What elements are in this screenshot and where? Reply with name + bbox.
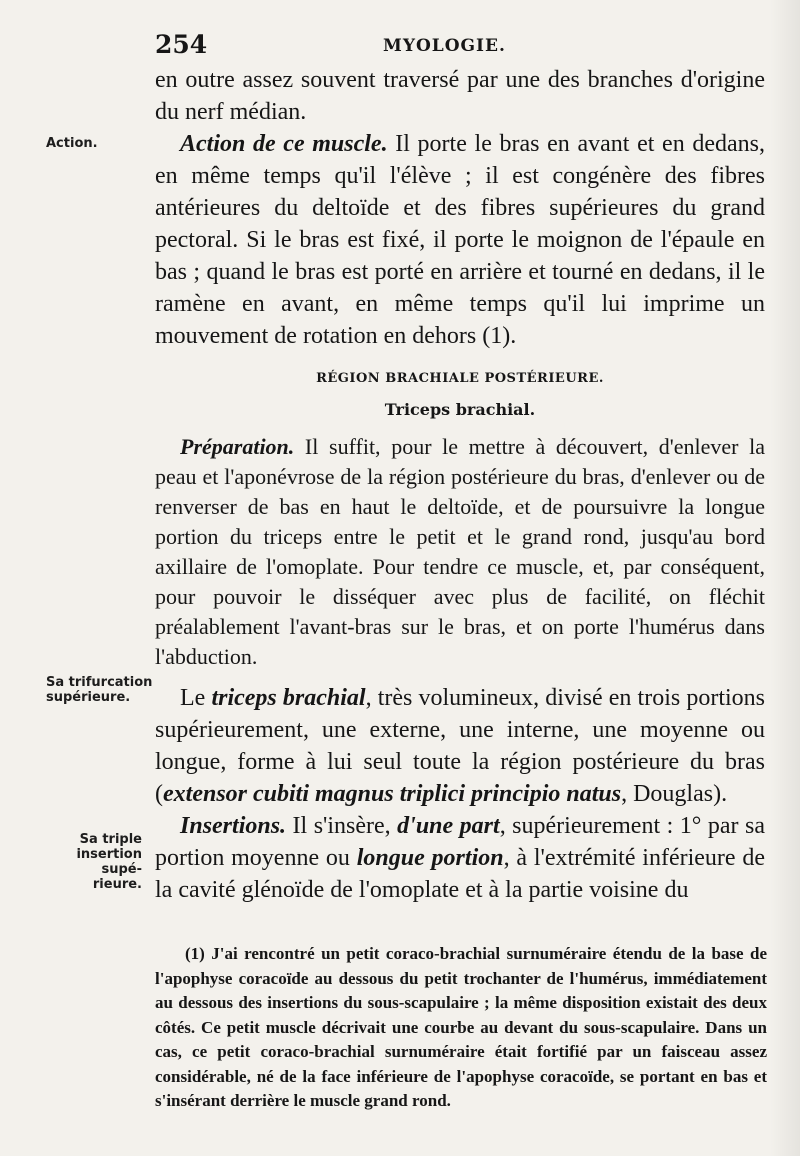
term-triceps-brachial: triceps brachial (211, 685, 366, 711)
paragraph-text: en outre assez souvent traversé par une des branches d'origine du nerf médian. (155, 67, 765, 125)
term-longue-portion: longue portion (356, 845, 504, 871)
paragraph-text: Il s'insère, (286, 813, 398, 839)
paragraph-continuation (155, 64, 765, 128)
paragraph-text: Il porte le bras en avant et en dedans, en même temps qu'il l'élève ; il est congénère des fibres antérieures du deltoïde et des fibres supérieures du grand pectoral. Si le bras est fixé, il porte le moignon de l'épaule en bas ; quand le bras est porté en arrière et tourné en dedans, il le ramène en avant, en même temps qu'il lui imprime un mouvement de rotation en dehors (1). (155, 131, 765, 349)
paragraph-text: Il suffit, pour le mettre à découvert, d'enlever la peau et l'aponévrose de la région postérieure du bras, d'enlever ou de renverser de bas en haut le deltoïde, et de poursuivre la longue portion du triceps entre le petit et le grand rond, jusqu'au bord axillaire de l'omoplate. Pour tendre ce muscle, et, par conséquent, pour pouvoir le disséquer avec plus de facilité, on fléchit préalablement l'avant-bras sur le bras, et on porte l'humérus dans l'abduction. (155, 434, 765, 669)
paragraph-text: , Douglas). (621, 781, 728, 807)
paragraph-text: , à l'extrémité inférieure de la cavité glénoïde de l'omoplate et à la partie voisine du (155, 845, 766, 903)
margin-note-line: Sa trifurcation (46, 675, 153, 690)
margin-note-line: supérieure. (46, 690, 131, 705)
paragraph-preparation (155, 432, 765, 672)
margin-note-insertion (46, 832, 142, 892)
margin-note-line: rieure. (92, 877, 142, 892)
paragraph-insertions (155, 810, 765, 906)
margin-note-line: insertion supé- (76, 847, 142, 877)
paragraph-text: , très volumineux, divisé en trois portions supérieurement, une externe, une interne, une moyenne ou longue, forme à lui seul toute la région postérieure du bras ( (155, 685, 766, 807)
term-dune-part: d'une part (397, 813, 500, 839)
footnote-text: (1) J'ai rencontré un petit coraco-brachial surnuméraire étendu de la base de l'apophyse coracoïde au dessous du petit trochanter de l'humérus, immédiatement au dessous des insertions du sous-scapulaire ; la même disposition existait des deux côtés. Ce petit muscle décrivait une courbe au devant du sous-scapulaire. Dans un cas, ce petit coraco-brachial surnuméraire était fortifié par un faisceau assez considérable, né de la face inférieure de l'apophyse coracoïde, se portant en bas et s'insérant derrière le muscle grand rond. (155, 944, 767, 1110)
margin-note-action (46, 136, 98, 151)
paragraph-lead: Préparation. (180, 434, 295, 459)
margin-note-trifurcation (46, 675, 152, 705)
paragraph-text: Le (180, 685, 212, 711)
paragraph-triceps (155, 682, 765, 810)
page-header (150, 30, 770, 60)
paragraph-lead: Action de ce muscle. (180, 131, 388, 157)
footnote (155, 942, 767, 1114)
running-title: MYOLOGIE. (383, 36, 506, 56)
paragraph-text: , supérieurement : 1° par sa portion moyenne ou (155, 813, 765, 871)
margin-note-line: Sa triple (79, 832, 142, 847)
section-title: RÉGION BRACHIALE POSTÉRIEURE. (316, 371, 604, 386)
paragraph-action (155, 128, 765, 352)
margin-note-line: Action. (46, 136, 98, 151)
page-edge-shadow (770, 0, 800, 1156)
page-number: 254 (155, 30, 208, 59)
subsection-title: Triceps brachial. (384, 400, 536, 419)
paragraph-lead: Insertions. (180, 813, 287, 839)
body-text (155, 64, 765, 906)
latin-name: extensor cubiti magnus triplici principio natus (163, 781, 622, 807)
